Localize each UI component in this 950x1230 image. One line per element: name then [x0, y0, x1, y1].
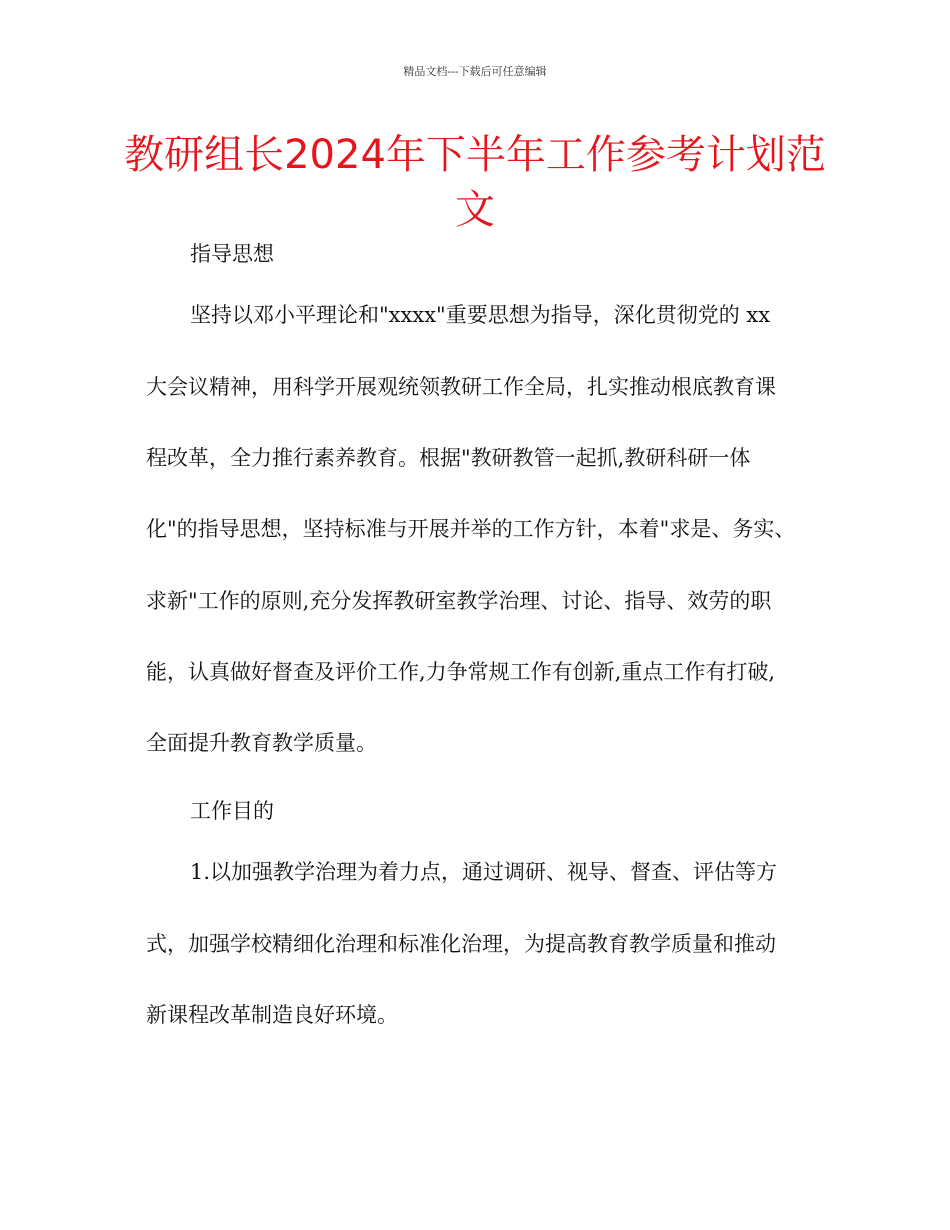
paragraph-line: 能，认真做好督查及评价工作,力争常规工作有创新,重点工作有打破, [146, 660, 776, 684]
paragraph-line: 求新"工作的原则,充分发挥教研室教学治理、讨论、指导、效劳的职 [146, 589, 772, 613]
paragraph-line: 全面提升教育教学质量。 [146, 731, 377, 755]
paragraph-line: 化"的指导思想，坚持标准与开展并举的工作方针，本着"求是、务实、 [146, 517, 796, 541]
paragraph-line: 1.以加强教学治理为着力点，通过调研、视导、督查、评估等方 [190, 860, 778, 884]
section-heading-goals: 工作目的 [190, 799, 274, 823]
document-title: 教研组长2024年下半年工作参考计划范文 [124, 132, 826, 233]
paragraph-line: 程改革，全力推行素养教育。根据"教研教管一起抓,教研科研一体 [146, 446, 751, 470]
paragraph-line: 坚持以邓小平理论和"xxxx"重要思想为指导，深化贯彻党的 xx [190, 303, 771, 327]
paragraph-line: 新课程改革制造良好环境。 [146, 1003, 398, 1027]
paragraph-line: 式，加强学校精细化治理和标准化治理，为提高教育教学质量和推动 [146, 932, 776, 956]
paragraph-line: 大会议精神，用科学开展观统领教研工作全局，扎实推动根底教育课 [146, 375, 776, 399]
section-heading-guiding: 指导思想 [190, 242, 274, 266]
page-header-note: 精品文档---下载后可任意编辑 [403, 65, 547, 78]
